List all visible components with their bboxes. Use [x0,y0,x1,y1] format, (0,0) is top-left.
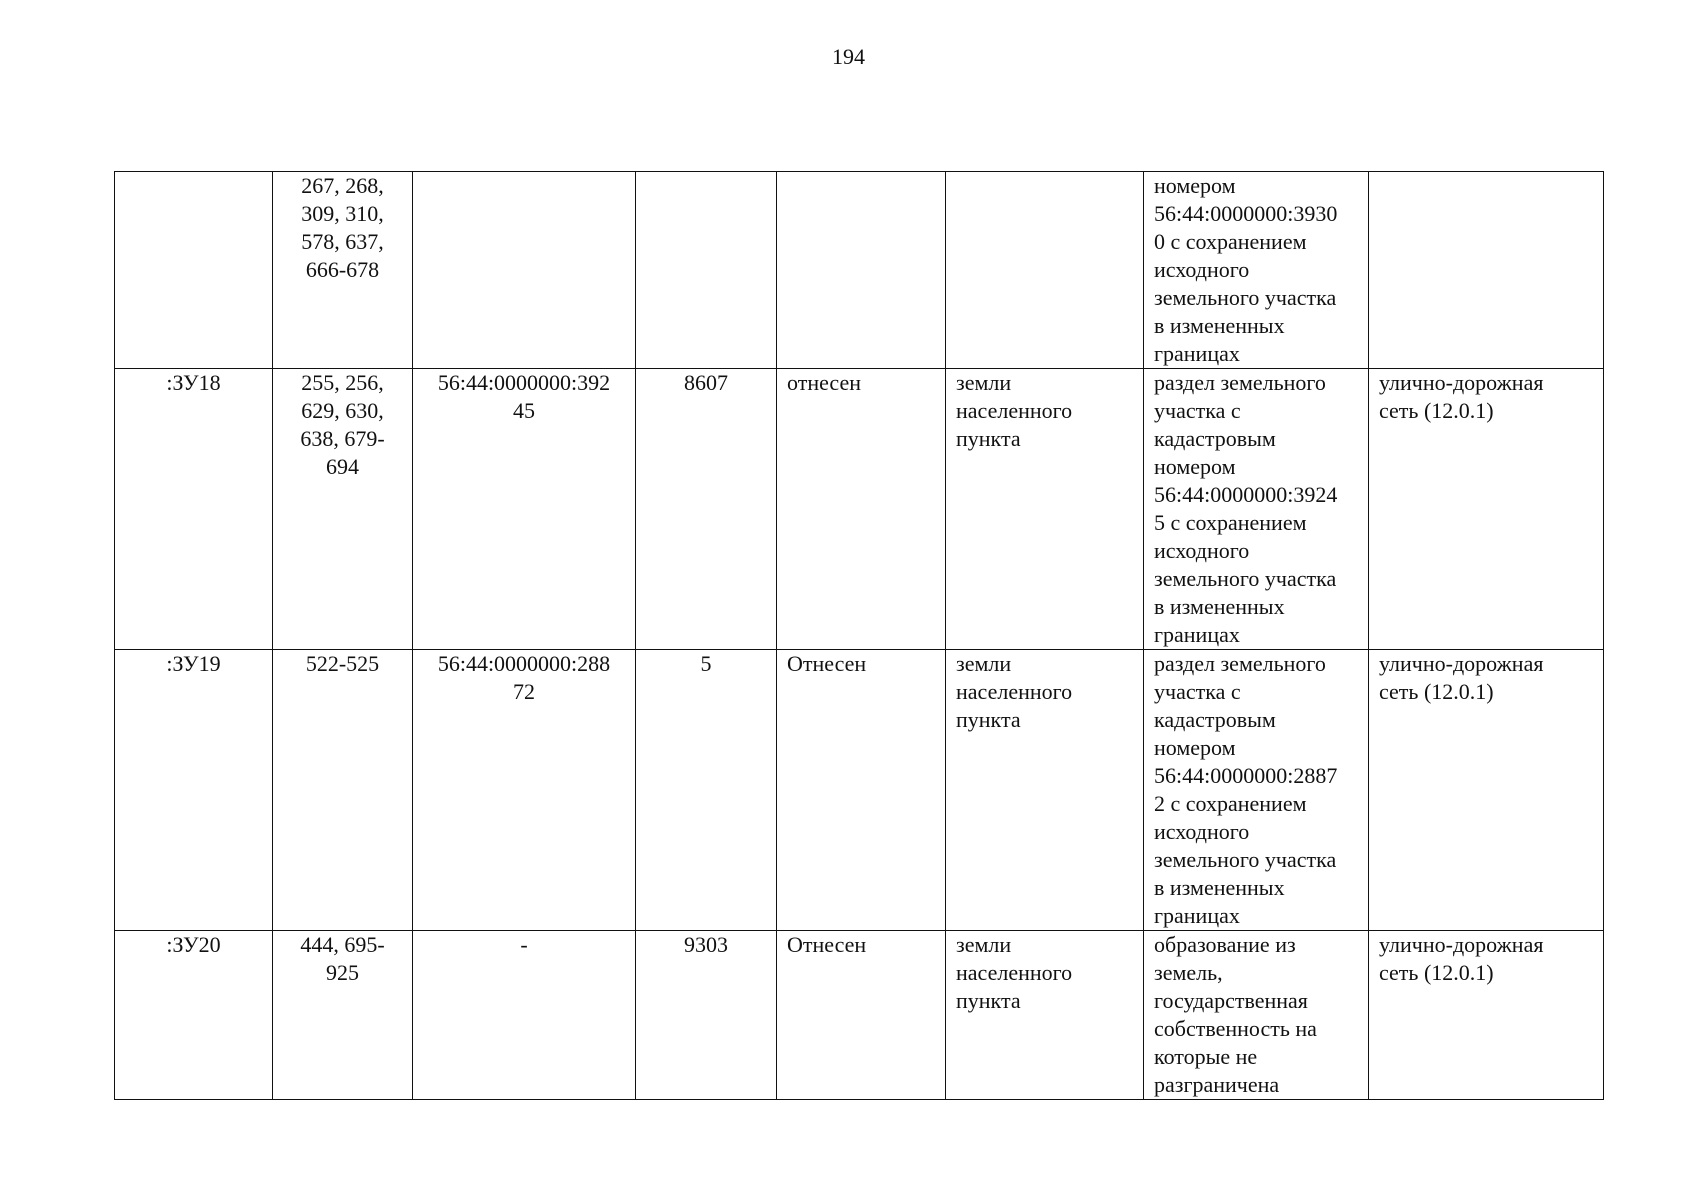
cell-line: 45 [513,398,535,423]
area-cell [636,172,777,369]
cell-line: 309, 310, [301,201,384,226]
table-row [115,172,1604,369]
cell-line: 522-525 [305,651,380,676]
cell-line: кадастровым [1154,426,1276,451]
cell-line: 638, 679- [300,426,385,451]
cell-line: номером [1154,173,1236,198]
cell-line: 444, 695- [300,932,385,957]
points-cell [273,172,413,369]
cell-line: земли [956,932,1012,957]
cadastral-number-cell [413,369,636,650]
designation-cell [115,172,273,369]
page-number: 194 [832,44,865,69]
cell-line: сеть (12.0.1) [1379,679,1494,704]
table-row [115,931,1604,1100]
area-cell: 9303 [636,931,777,1100]
land-plots-table [114,171,1604,1100]
cell-line: в измененных [1154,594,1285,619]
table-row [115,650,1604,931]
table-row [115,369,1604,650]
cell-line: 578, 637, [301,229,384,254]
cadastral-number-cell [413,931,636,1100]
cell-line: населенного [956,398,1073,423]
cell-line: номером [1154,735,1236,760]
cell-line: 72 [513,679,535,704]
cell-line: 255, 256, [301,370,384,395]
designation-cell: :ЗУ20 [115,931,273,1100]
cell-line: исходного [1154,538,1250,563]
permitted-use-cell [1369,931,1604,1100]
category-status-cell [777,172,946,369]
category-status-cell: Отнесен [777,931,946,1100]
formation-method-cell [1144,650,1369,931]
cell-line: 56:44:0000000:2887 [1154,763,1338,788]
cell-line: образование из [1154,932,1296,957]
cell-line: населенного [956,679,1073,704]
cell-line: улично-дорожная [1379,370,1544,395]
land-category-cell [946,369,1144,650]
cell-line: земли [956,370,1012,395]
cell-line: исходного [1154,819,1250,844]
cell-line: разграничена [1154,1072,1280,1097]
cell-line: - [520,932,528,957]
cell-line: пункта [956,426,1021,451]
cell-line: 56:44:0000000:3924 [1154,482,1338,507]
cell-line: в измененных [1154,875,1285,900]
cadastral-number-cell [413,172,636,369]
cell-line: земель, [1154,960,1223,985]
cell-line: границах [1154,622,1240,647]
cell-line: земли [956,651,1012,676]
cell-line: 629, 630, [301,398,384,423]
cell-line: 56:44:0000000:3930 [1154,201,1338,226]
cell-line: 56:44:0000000:392 [437,370,611,395]
cell-line: кадастровым [1154,707,1276,732]
category-status-cell: Отнесен [777,650,946,931]
cell-line: номером [1154,454,1236,479]
cell-line: собственность на [1154,1016,1317,1041]
cell-line: населенного [956,960,1073,985]
land-category-cell [946,650,1144,931]
cell-line: 694 [326,454,359,479]
cell-line: в измененных [1154,313,1285,338]
cell-line: участка с [1154,398,1241,423]
formation-method-cell [1144,172,1369,369]
cell-line: 5 с сохранением [1154,510,1307,535]
cell-line: границах [1154,903,1240,928]
cell-line: 925 [326,960,359,985]
formation-method-cell [1144,931,1369,1100]
points-cell [273,650,413,931]
cell-line: сеть (12.0.1) [1379,398,1494,423]
cell-line: исходного [1154,257,1250,282]
land-category-cell [946,931,1144,1100]
cell-line: 666-678 [305,257,380,282]
cell-line: участка с [1154,679,1241,704]
cell-line: границах [1154,341,1240,366]
land-category-cell [946,172,1144,369]
points-cell [273,369,413,650]
cell-line: пункта [956,988,1021,1013]
cell-line: 2 с сохранением [1154,791,1307,816]
cell-line: раздел земельного [1154,651,1326,676]
area-cell: 8607 [636,369,777,650]
permitted-use-cell [1369,172,1604,369]
area-cell: 5 [636,650,777,931]
cell-line: земельного участка [1154,566,1337,591]
cell-line: пункта [956,707,1021,732]
designation-cell: :ЗУ19 [115,650,273,931]
cell-line: земельного участка [1154,847,1337,872]
table-body [115,172,1604,1100]
cell-line: улично-дорожная [1379,651,1544,676]
permitted-use-cell [1369,369,1604,650]
cell-line: улично-дорожная [1379,932,1544,957]
points-cell [273,931,413,1100]
cell-line: 267, 268, [301,173,384,198]
designation-cell: :ЗУ18 [115,369,273,650]
formation-method-cell [1144,369,1369,650]
cell-line: 56:44:0000000:288 [437,651,611,676]
cell-line: земельного участка [1154,285,1337,310]
cell-line: которые не [1154,1044,1258,1069]
cell-line: 0 с сохранением [1154,229,1307,254]
cadastral-number-cell [413,650,636,931]
cell-line: государственная [1154,988,1308,1013]
cell-line: раздел земельного [1154,370,1326,395]
cell-line: сеть (12.0.1) [1379,960,1494,985]
category-status-cell: отнесен [777,369,946,650]
permitted-use-cell [1369,650,1604,931]
